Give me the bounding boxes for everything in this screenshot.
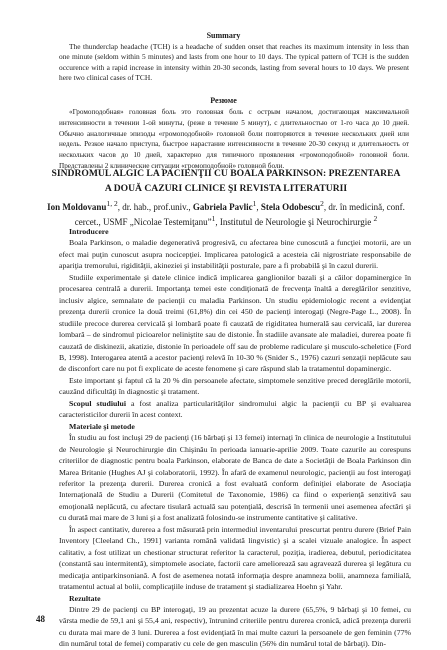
- affiliation-mark-1: 1: [211, 214, 216, 224]
- author-3-credentials: , dr. în medicină, conf. cercet., USMF „Nicolae Testemiţanu”: [74, 202, 405, 228]
- author-1-affiliation-mark: 1, 2: [106, 199, 118, 208]
- summary-heading: Summary: [206, 31, 241, 40]
- summary-paragraph: The thunderclap headache (TCH) is a headache of sudden onset that reaches its maximum intensity in less than one minute (seldom within 5 minutes) and lasts from one hour to 10 days. The typical pattern of TCH is the sudden occurence with a rapid increase in intensity within 20-30 seconds, lasting from several hours to 10 days. We present here two clinical cases of TCH.: [59, 42, 409, 82]
- intro-paragraph-3: Este important şi faptul că la 20 % din persoanele afectate, simptomele senzitive preced dereglările motorii, cauzând dificultăţi în diagnostic şi tratament.: [59, 375, 411, 397]
- affiliation-institute: , Institutul de Neurologie şi Neurochirurgie: [215, 217, 374, 228]
- author-1-credentials: , dr. hab., prof.univ.,: [117, 202, 193, 212]
- methods-paragraph-1: În studiu au fost incluşi 29 de pacienţi (16 bărbaţi şi 13 femei) internaţi în clinica de neurologie a Institutului de Neurologie şi Neurochirurgie din Chişinău în perioada ianuarie-aprilie 2009. Toate cazurile au corespuns criteriilor de diagnostic pentru boala Parkinson, elaborate de Banca de date a Societăţii de Boala Parkinson din Marea Britanie (Hughes AJ şi colaboratorii, 1992). În afară de examenul neurologic, pacienţii au fost interogaţi referitor la prezenţa durerii. Durerea cronică a fost evaluată conform definiţiei elaborate de Asociaţia Internaţională de Studiu a Durerii (Comitetul de Taxonomie, 1986) ca fiind o experienţă senzitivă sau emoţională neplăcută, cu afectare tisulară actuală sau potenţială, descrisă în termenii unei asemenea afectări şi cu durată mai mare de 3 luni şi a fost analizată folosindu-se instrumente cantitative şi calitative.: [59, 433, 411, 523]
- rezume-heading: Резюме: [210, 96, 237, 105]
- rezume-paragraph: «Громоподобная» головная боль это головная боль с острым началом, достигающая максимальной интенсивности в течении 1-ой минуты, (реже в течение 5 минут), с длительностью от 1-го часа до 10 дней. Обычно аналогичные эпизоды «громоподобной» головной боли повторяются в течение нескольких дней или недель. Резкое начало приступа, быстрое нарастание интенсивности в течение 20-30 секунд и длительность от нескольких часов до 10 дней, характерно для типичного проявления «громоподобной» головной боли. Представлены 2 клинические ситуации «громоподобной» головной боли.: [59, 108, 409, 170]
- section-heading-scopul: Scopul studiului: [69, 398, 127, 408]
- section-heading-introducere: Introducere: [69, 227, 109, 236]
- intro-paragraph-2: Studiile experimentale şi datele clinice indică implicarea ganglionilor bazali şi a căilor dopaminergice în procesarea centrală a durerii. Importanţa temei este condiţionată de frecvenţa înaltă a dereglărilor senzitive, inclusiv algice, semnalate de pacienţii cu maladia Parkinson. Un studiu epidemiologic recent a evidenţiat prezenţa durerii cronice la două treimi (61,8%) din cei 450 de pacienţi interogaţi (Negre-Page L., 2008). În studiile precoce durerea cervicală şi lombară poate fi cauzată de rigiditatea humerală sau cervicală, iar durerea lombară – de sindromul picioarelor neliniştite sau de distonie. În stadiile avansate ale maladiei, durerea poate fi cauzată de diskinezii, akatizie, distonie în perioadele off sau de probleme radiculare şi musculo-scheletice (Ford B, 1998). Interogarea atentă a acestor pacienţi relevă în 10-30 % (Snider S., 1976) cazuri senzaţii neplăcute sau de disconfort care nu pot fi explicate de aceste fenomene şi care răspund slab la tratamentul dopaminergic.: [59, 272, 411, 374]
- author-3-affiliation-mark: 2: [320, 199, 324, 208]
- author-2-name: Gabriela Pavlic: [192, 202, 253, 212]
- affiliation-mark-2: 2: [373, 214, 378, 224]
- author-3-name: Stela Odobescu: [260, 202, 321, 212]
- author-1-name: Ion Moldovanu: [47, 202, 107, 212]
- section-heading-rezultate: Rezultate: [69, 593, 101, 603]
- author-line: [40, 198, 412, 228]
- methods-paragraph-2: În aspect cantitativ, durerea a fost măsurată prin intermediul inventarului prescurtat pentru durere (Brief Pain Inventory [Cleeland Ch., 1991] varianta română validată lingvistic) şi a scalei vizuale analogice. În aspect calitativ, a fost utilizat un chestionar structurat referitor la caracterul, poziţia, iradierea, debutul, periodicitatea (constantă sau intermitentă), simptomele asociate, factorii care ameliorează sau agravează durerea şi legătura cu medicaţia antiparkinsoniană. A fost de asemenea notată informaţia despre anamneza bolii, anamneza familială, tratamentul actual al bolii, complicaţiile induse de tratament şi stadializarea Hoehn şi Yahr.: [59, 524, 411, 592]
- author-2-affiliation-mark: 1: [252, 199, 257, 208]
- results-paragraph-1: Dintre 29 de pacienţi cu BP interogaţi, 19 au prezentat acuze la durere (65,5%, 9 bărbaţi şi 10 femei, cu vârsta medie de 59,1 ani şi 55,4 ani, respectiv), întrunind criteriile pentru durerea cronică, adică prezenţa durerii cu durata mai mare de 3 luni. Durerea a fost evidenţiată în mai multe cazuri la persoanele de gen feminin (77% din numărul total de femei) comparativ cu cele de gen masculin (56% din numărul total de bărbaţi). Din-: [59, 604, 411, 649]
- page-number: 48: [36, 614, 45, 624]
- section-heading-materiale: Materiale şi metode: [69, 421, 135, 431]
- aim-text: a fost analiza particularităţilor sindromului algic la pacienţii cu BP şi evaluarea caracteristicilor durerii în acest context.: [59, 398, 411, 420]
- article-body: [59, 226, 411, 650]
- intro-paragraph-1: Boala Parkinson, o maladie degenerativă progresivă, cu afectarea bine cunoscută a funcţiei motorii, are un efect mai puţin cunoscut asupra nocicepţiei. Implicarea patologică a acesteia căi nigrostriate responsabile de apariţia tremorului, rigidităţii, akineziei şi instabilităţii posturale, pare a fi probabilă şi în cazul durerii.: [59, 238, 411, 271]
- article-title: SINDROMUL ALGIC LA PACIENŢII CU BOALA PARKINSON: PREZENTAREA A DOUĂ CAZURI CLINICE ŞI REVISTA LITERATURII: [51, 168, 401, 194]
- aim-paragraph: [59, 398, 411, 421]
- author-2-separator: ,: [256, 202, 261, 212]
